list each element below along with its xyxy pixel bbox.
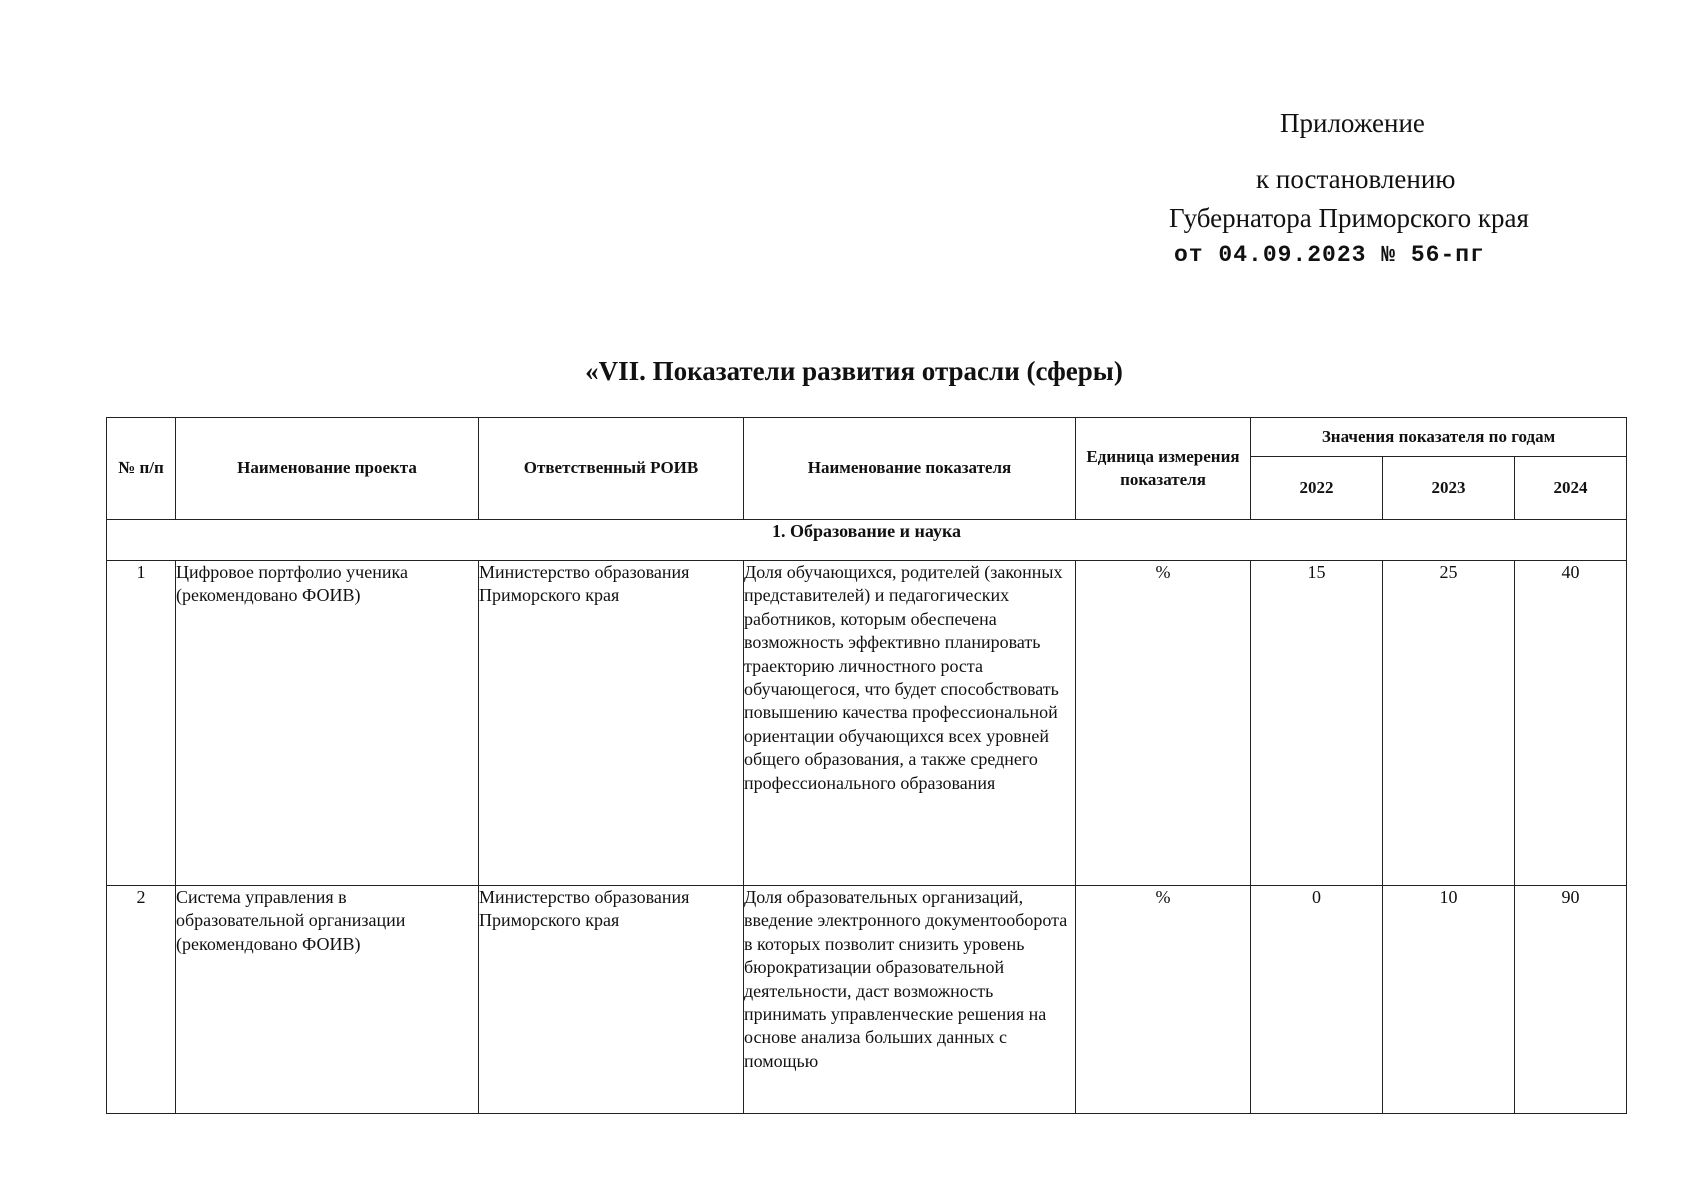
header-year-2024: 2024 <box>1515 457 1627 520</box>
header-unit: Единица измерения показателя <box>1076 418 1251 520</box>
row-value-2024: 90 <box>1515 886 1627 1114</box>
header-num: № п/п <box>107 418 176 520</box>
row-value-2023: 25 <box>1383 561 1515 886</box>
header-project: Наименование проекта <box>176 418 479 520</box>
indicators-table <box>106 417 1627 1114</box>
row-responsible: Министерство образования Приморского края <box>479 886 744 1114</box>
row-indicator: Доля образовательных организаций, введение электронного документооборота в которых позволит снизить уровень бюрократизации образовательной деятельности, даст возможность принимать управленческие решения на основе анализа больших данных с помощью <box>744 886 1076 1114</box>
row-num: 2 <box>107 886 176 1114</box>
header-indicator: Наименование показателя <box>744 418 1076 520</box>
section-row <box>107 520 1627 561</box>
page-title: «VII. Показатели развития отрасли (сферы) <box>585 356 1123 386</box>
row-project: Система управления в образовательной организации (рекомендовано ФОИВ) <box>176 886 479 1114</box>
row-unit: % <box>1076 561 1251 886</box>
row-indicator: Доля обучающихся, родителей (законных представителей) и педагогических работников, которым обеспечена возможность эффективно планировать траекторию личностного роста обучающегося, что будет способствовать повышению качества профессиональной ориентации обучающихся всех уровней общего образования, а также среднего профессионального образования <box>744 561 1076 886</box>
header-year-2022: 2022 <box>1251 457 1383 520</box>
appendix-governor: Губернатора Приморского края <box>1169 203 1529 233</box>
row-responsible: Министерство образования Приморского края <box>479 561 744 886</box>
table-row <box>107 886 1627 1114</box>
row-num: 1 <box>107 561 176 886</box>
row-value-2024: 40 <box>1515 561 1627 886</box>
appendix-date-number: от 04.09.2023 № 56-пг <box>1174 242 1485 268</box>
table-row <box>107 561 1627 886</box>
appendix-resolution-ref: к постановлению <box>1256 164 1456 194</box>
row-value-2022: 15 <box>1251 561 1383 886</box>
header-responsible: Ответственный РОИВ <box>479 418 744 520</box>
header-values-by-year: Значения показателя по годам <box>1251 418 1627 457</box>
row-value-2022: 0 <box>1251 886 1383 1114</box>
header-year-2023: 2023 <box>1383 457 1515 520</box>
row-project: Цифровое портфолио ученика (рекомендовано ФОИВ) <box>176 561 479 886</box>
row-unit: % <box>1076 886 1251 1114</box>
section-title: 1. Образование и наука <box>107 520 1627 561</box>
appendix-label: Приложение <box>1280 108 1425 138</box>
row-value-2023: 10 <box>1383 886 1515 1114</box>
